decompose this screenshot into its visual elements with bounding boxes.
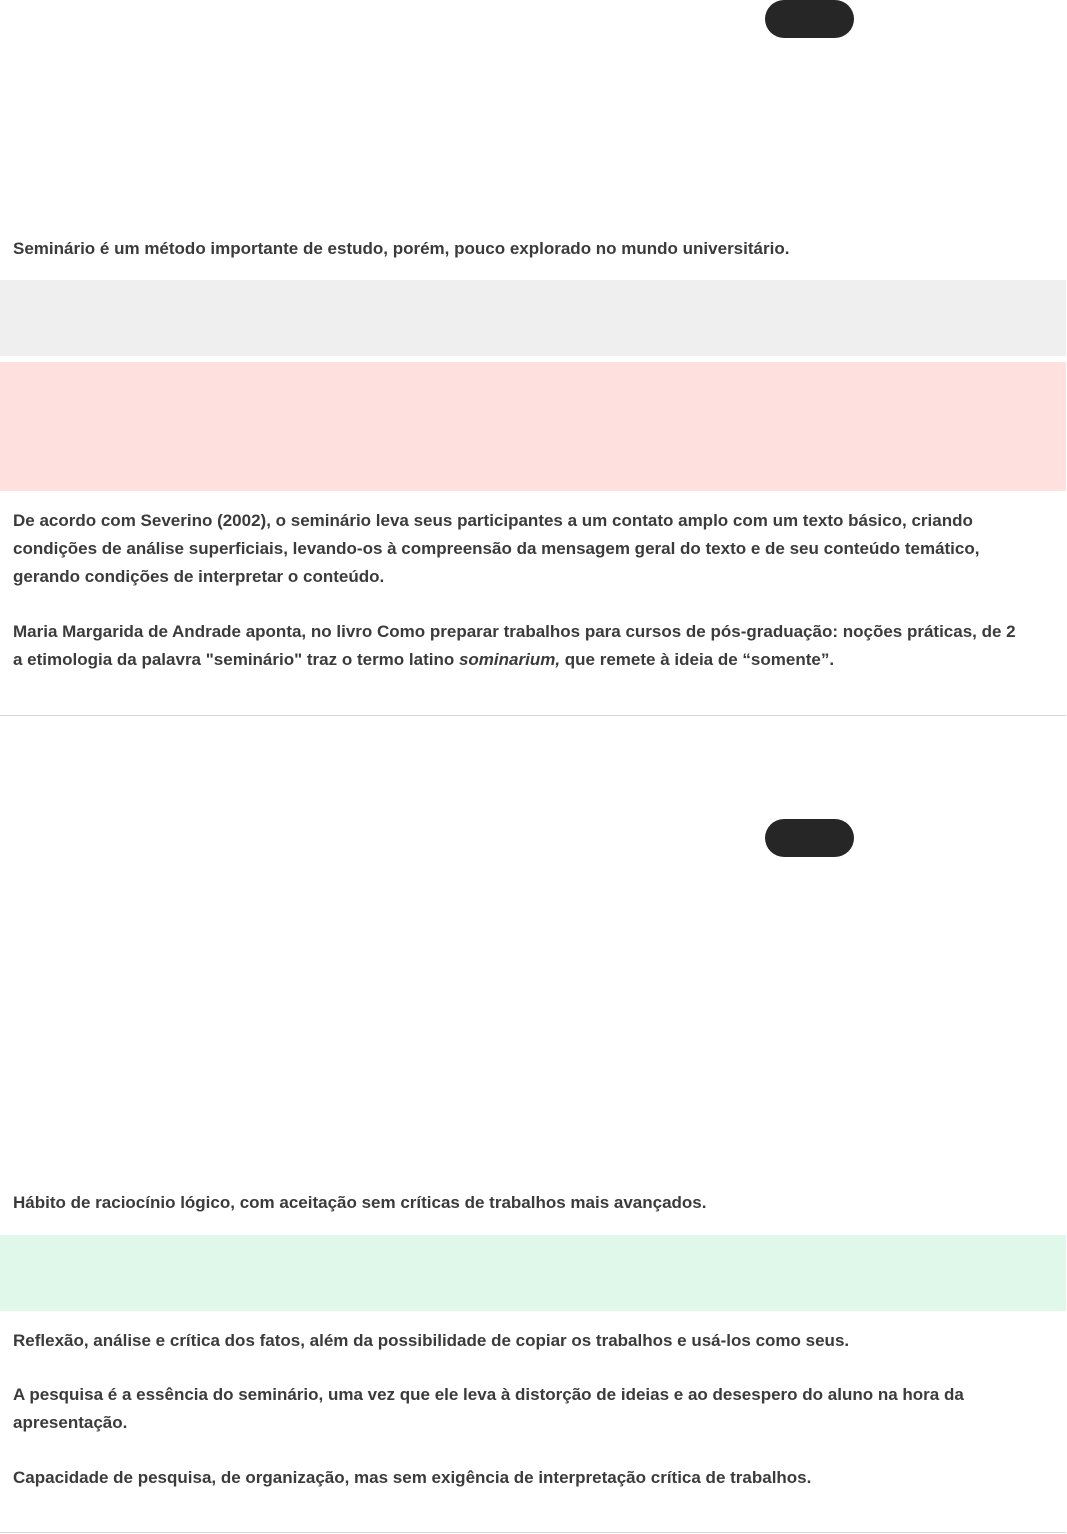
answer-option[interactable]: Hábito de raciocínio lógico, com aceitação sem críticas de trabalhos mais avançados. <box>13 1193 707 1212</box>
question-badge <box>765 0 854 38</box>
answer-option-line: a etimologia da palavra "seminário" traz o termo latino sominarium, que remete à ideia de “somente”. <box>13 650 835 669</box>
incorrect-feedback-band <box>0 362 1066 491</box>
question-divider <box>0 1532 1066 1533</box>
question-divider <box>0 715 1066 716</box>
answer-option-line: condições de análise superficiais, levando-os à compreensão da mensagem geral do texto e de seu conteúdo temático, <box>13 539 980 558</box>
answer-option[interactable]: Capacidade de pesquisa, de organização, mas sem exigência de interpretação crítica de trabalhos. <box>13 1468 812 1487</box>
answer-option[interactable]: Seminário é um método importante de estudo, porém, pouco explorado no mundo universitário. <box>13 239 790 258</box>
answer-option-line: A pesquisa é a essência do seminário, uma vez que ele leva à distorção de ideias e ao desespero do aluno na hora da <box>13 1385 964 1404</box>
question-badge <box>765 819 854 857</box>
answer-option-line: De acordo com Severino (2002), o seminário leva seus participantes a um contato amplo com um texto básico, criando <box>13 511 973 530</box>
correct-feedback-band <box>0 1235 1066 1311</box>
answer-option-line: Maria Margarida de Andrade aponta, no livro Como preparar trabalhos para cursos de pós-graduação: noções práticas, de 2 <box>13 622 1016 641</box>
answer-option-line: apresentação. <box>13 1413 128 1432</box>
answer-option-line: gerando condições de interpretar o conteúdo. <box>13 567 385 586</box>
answer-option[interactable]: Reflexão, análise e crítica dos fatos, além da possibilidade de copiar os trabalhos e usá-los como seus. <box>13 1331 850 1350</box>
answer-placeholder-band <box>0 280 1066 356</box>
